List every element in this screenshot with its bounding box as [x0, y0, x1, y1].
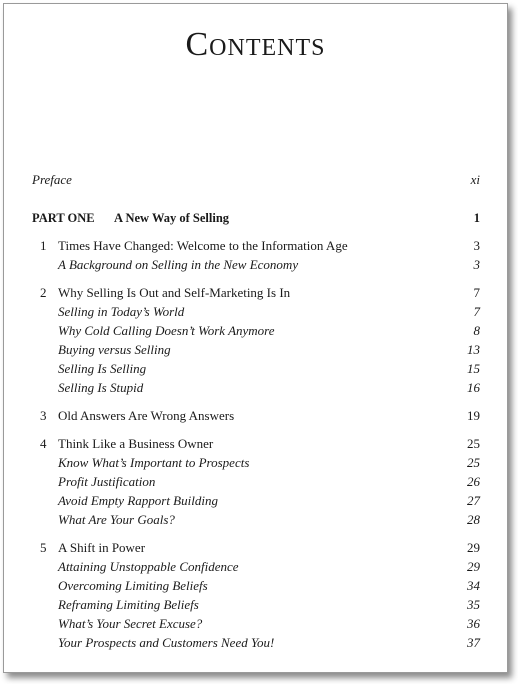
section-title: What Are Your Goals?: [58, 512, 175, 527]
section-title: Your Prospects and Customers Need You!: [58, 635, 275, 650]
section-title: Why Cold Calling Doesn’t Work Anymore: [58, 323, 275, 338]
chapter-page: 19: [467, 408, 480, 423]
toc-section-row: [32, 303, 480, 321]
toc-section-row: [32, 558, 480, 576]
toc-section-row: [32, 341, 480, 359]
chapter-title: A Shift in Power: [58, 540, 146, 555]
part-label: PART ONE: [32, 211, 95, 225]
toc-chapter-row: [32, 284, 480, 302]
section-page: 28: [467, 512, 480, 527]
toc-part-row: [32, 209, 480, 227]
section-title: Avoid Empty Rapport Building: [58, 493, 218, 508]
toc-chapter-row: [32, 237, 480, 255]
section-page: 26: [467, 474, 480, 489]
chapter-number: 3: [40, 408, 47, 423]
toc-section-row: [32, 360, 480, 378]
toc-section-row: [32, 492, 480, 510]
preface-page: xi: [470, 172, 480, 187]
chapter-number: 4: [40, 436, 47, 451]
section-page: 27: [467, 493, 480, 508]
section-page: 35: [467, 597, 480, 612]
section-title: Reframing Limiting Beliefs: [58, 597, 199, 612]
section-page: 37: [467, 635, 480, 650]
chapter-page: 3: [473, 238, 480, 253]
toc-chapter-row: [32, 407, 480, 425]
section-page: 7: [473, 304, 480, 319]
section-title: Selling Is Stupid: [58, 380, 144, 395]
chapter-title: Old Answers Are Wrong Answers: [58, 408, 235, 423]
page-title: Contents: [185, 26, 326, 63]
section-page: 8: [473, 323, 480, 338]
section-page: 15: [467, 361, 480, 376]
section-title: Selling in Today’s World: [58, 304, 185, 319]
toc-section-row: [32, 322, 480, 340]
section-title: Selling Is Selling: [58, 361, 147, 376]
section-page: 29: [467, 559, 480, 574]
toc-section-row: [32, 634, 480, 652]
toc-section-row: [32, 596, 480, 614]
section-page: 3: [473, 257, 480, 272]
part-page: 1: [473, 211, 480, 225]
toc-preface-row: [32, 171, 480, 189]
toc-section-row: [32, 615, 480, 633]
preface-label: Preface: [32, 172, 72, 187]
section-title: What’s Your Secret Excuse?: [58, 616, 203, 631]
section-title: Profit Justification: [58, 474, 156, 489]
section-page: 13: [467, 342, 480, 357]
toc-chapter-row: [32, 435, 480, 453]
section-page: 16: [467, 380, 480, 395]
chapter-number: 2: [40, 285, 47, 300]
chapter-page: 7: [473, 285, 480, 300]
toc-section-row: [32, 256, 480, 274]
toc-chapter-row: [32, 539, 480, 557]
section-title: Know What’s Important to Prospects: [58, 455, 250, 470]
section-title: A Background on Selling in the New Economy: [58, 257, 299, 272]
book-page: [3, 3, 508, 673]
chapter-number: 5: [40, 540, 47, 555]
section-title: Overcoming Limiting Beliefs: [58, 578, 208, 593]
section-page: 36: [467, 616, 480, 631]
toc-section-row: [32, 454, 480, 472]
toc-section-row: [32, 511, 480, 529]
section-page: 25: [467, 455, 480, 470]
section-title: Attaining Unstoppable Confidence: [58, 559, 239, 574]
section-page: 34: [467, 578, 480, 593]
toc-section-row: [32, 379, 480, 397]
chapter-title: Why Selling Is Out and Self-Marketing Is In: [58, 285, 291, 300]
toc-section-row: [32, 473, 480, 491]
section-title: Buying versus Selling: [58, 342, 171, 357]
toc-section-row: [32, 577, 480, 595]
chapter-title: Times Have Changed: Welcome to the Information Age: [58, 238, 348, 253]
chapter-title: Think Like a Business Owner: [58, 436, 214, 451]
chapter-page: 25: [467, 436, 480, 451]
chapter-number: 1: [40, 238, 47, 253]
part-title: A New Way of Selling: [114, 211, 230, 225]
chapter-page: 29: [467, 540, 480, 555]
